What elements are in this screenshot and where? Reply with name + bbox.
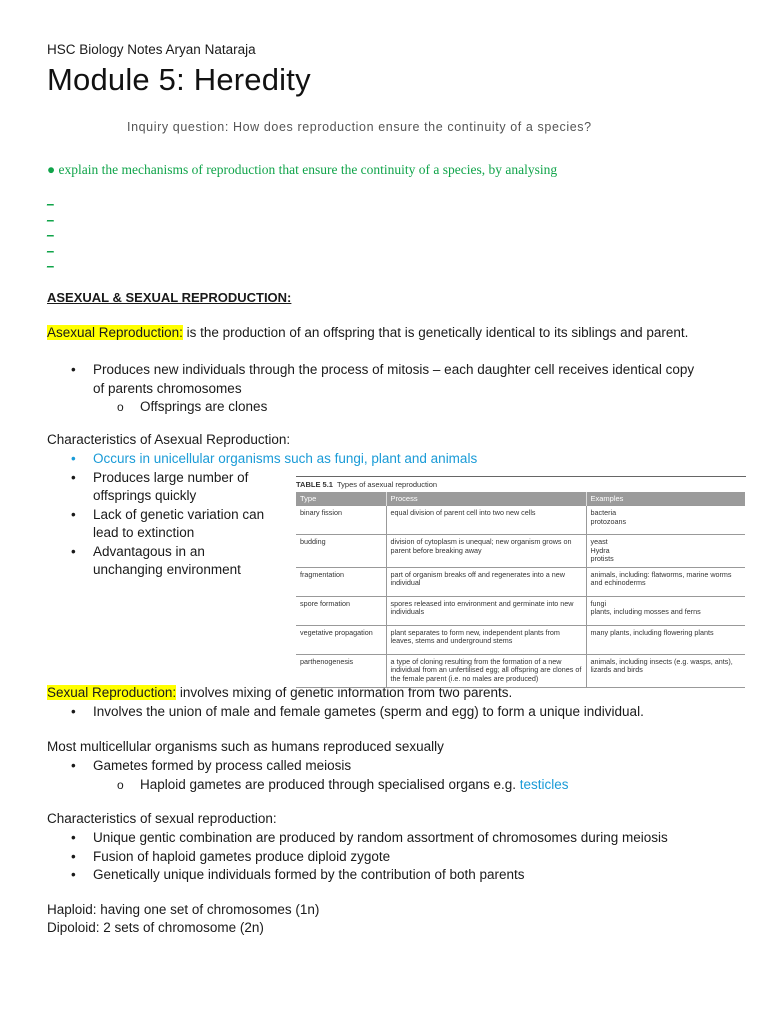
diploid-definition: Dipoloid: 2 sets of chromosome (2n) (47, 920, 264, 935)
section-heading: ASEXUAL & SEXUAL REPRODUCTION: (47, 290, 292, 305)
table-cell: yeast Hydra protists (586, 535, 745, 568)
asexual-definition-text: is the production of an offspring that is genetically identical to its siblings and parent. (182, 325, 689, 340)
sexual-definition-text: involves mixing of genetic information from two parents. (176, 685, 513, 700)
list-item: • Genetically unique individuals formed by the contribution of both parents (47, 866, 668, 885)
table-header-cell: Examples (586, 492, 745, 506)
table-cell: vegetative propagation (296, 625, 386, 654)
table-row (296, 596, 745, 625)
table-cell: spore formation (296, 596, 386, 625)
table-row (296, 625, 745, 654)
table-header-cell: Type (296, 492, 386, 506)
asexual-bullets (47, 361, 707, 417)
list-item: • Unique gentic combination are produced by random assortment of chromosomes during meiosis (47, 829, 668, 848)
table-cell: animals, including insects (e.g. wasps, ants), lizards and birds (586, 654, 745, 687)
table-cell: equal division of parent cell into two new cells (386, 506, 586, 535)
table-cell: division of cytoplasm is unequal; new organism grows on parent before breaking away (386, 535, 586, 568)
table-row (296, 535, 745, 568)
meiosis-list (47, 757, 569, 794)
sexual-characteristics-list (47, 829, 668, 885)
list-item: • Involves the union of male and female gametes (sperm and egg) to form a unique individual. (47, 703, 644, 722)
table-cell: animals, including: flatworms, marine worms and echinoderms (586, 567, 745, 596)
table-cell: parthenogenesis (296, 654, 386, 687)
table-cell: a type of cloning resulting from the formation of a new individual from an unfertilised egg; all offspring are clones of the female parent (i.e. no males are produced) (386, 654, 586, 687)
testicles-term: testicles (519, 776, 569, 792)
table-row (296, 654, 745, 687)
table-row (296, 567, 745, 596)
asexual-types-table-figure (296, 476, 746, 688)
sexual-characteristics-heading: Characteristics of sexual reproduction: (47, 811, 277, 826)
table-cell: part of organism breaks off and regenerates into a new individual (386, 567, 586, 596)
table-caption (296, 480, 746, 489)
multicellular-statement: Most multicellular organisms such as humans reproduced sexually (47, 739, 444, 754)
dash-line: _ (47, 192, 54, 206)
table-cell: many plants, including flowering plants (586, 625, 745, 654)
list-item: • Gametes formed by process called meiosis (47, 757, 569, 776)
table-cell: budding (296, 535, 386, 568)
syllabus-dotpoint: ● explain the mechanisms of reproduction that ensure the continuity of a species, by analysing (47, 162, 558, 177)
table-cell: bacteria protozoans (586, 506, 745, 535)
document-header-line: HSC Biology Notes Aryan Nataraja (47, 42, 256, 57)
table-cell: plant separates to form new, independent plants from leaves, stems and underground stems (386, 625, 586, 654)
sexual-term: Sexual Reproduction: (47, 685, 177, 700)
dash-line: _ (47, 238, 54, 253)
table-cell: fragmentation (296, 567, 386, 596)
list-item: • Occurs in unicellular organisms such as fungi, plant and animals (47, 450, 477, 469)
table-caption-text: Types of asexual reproduction (337, 480, 438, 489)
haploid-definition: Haploid: having one set of chromosomes (1n) (47, 902, 320, 917)
dash-line: _ (47, 254, 54, 269)
table-cell: fungi plants, including mosses and ferns (586, 596, 745, 625)
dash-list (47, 192, 54, 270)
asexual-types-table (296, 492, 745, 688)
asexual-characteristics-heading: Characteristics of Asexual Reproduction: (47, 432, 291, 447)
sub-list-text: Haploid gametes are produced through specialised organs e.g. (140, 776, 520, 792)
list-item: • Lack of genetic variation can lead to extinction (47, 506, 278, 543)
table-row (296, 506, 745, 535)
list-item: • Fusion of haploid gametes produce diploid zygote (47, 848, 668, 867)
sexual-bullets (47, 703, 644, 722)
table-cell: spores released into environment and germinate into new individuals (386, 596, 586, 625)
asexual-term: Asexual Reproduction: (47, 325, 183, 340)
asexual-definition (47, 324, 697, 343)
table-label: TABLE 5.1 (296, 480, 333, 489)
list-item: • Advantagous in an unchanging environment (47, 543, 278, 580)
table-top-rule (296, 476, 746, 477)
list-item: • Produces large number of offsprings quickly (47, 469, 278, 506)
dash-line: _ (47, 207, 54, 222)
table-header-cell: Process (386, 492, 586, 506)
list-item: • Produces new individuals through the process of mitosis – each daughter cell receives identical copy of parents chromosomes (47, 361, 707, 398)
inquiry-question: Inquiry question: How does reproduction ensure the continuity of a species? (127, 120, 592, 134)
page-title: Module 5: Heredity (47, 62, 311, 97)
sub-list-item (47, 776, 569, 795)
sub-list-item: o Offsprings are clones (47, 398, 707, 417)
dash-line: _ (47, 223, 54, 238)
table-cell: binary fission (296, 506, 386, 535)
table-header-row (296, 492, 745, 506)
table-body (296, 506, 745, 688)
